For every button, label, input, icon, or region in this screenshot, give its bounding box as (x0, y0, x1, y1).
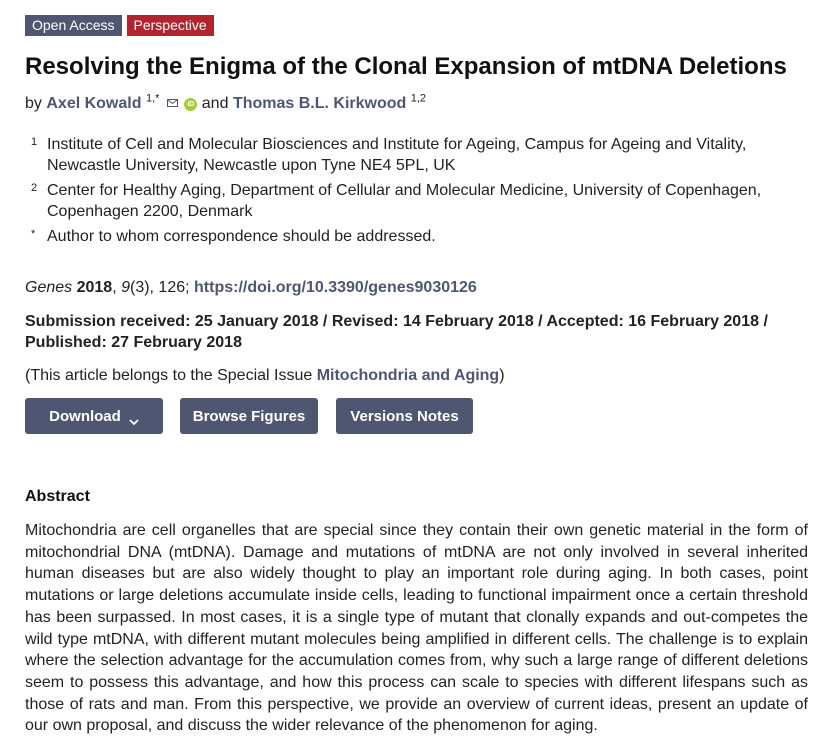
affiliations (25, 134, 795, 251)
author-list (25, 93, 426, 114)
affiliation-text: Author to whom correspondence should be addressed. (47, 228, 436, 245)
affiliation-item (25, 134, 795, 176)
versions-notes-button[interactable]: Versions Notes (336, 398, 473, 434)
journal-name: Genes (25, 279, 73, 296)
article-title: Resolving the Enigma of the Clonal Expansion of mtDNA Deletions (25, 53, 787, 80)
doi-link[interactable]: https://doi.org/10.3390/genes9030126 (194, 279, 477, 296)
special-issue-suffix: ) (499, 367, 505, 384)
and-label: and (201, 95, 229, 112)
special-issue-prefix: (This article belongs to the Special Issue (25, 367, 317, 384)
special-issue-link[interactable]: Mitochondria and Aging (316, 367, 500, 384)
by-label: by (25, 95, 42, 112)
affiliation-mark: 2 (31, 182, 38, 194)
mail-icon[interactable] (167, 93, 178, 101)
citation-line: Genes 2018, 9(3), 126; https://doi.org/10.3390/genes9030126 (25, 279, 477, 296)
affiliation-text: Institute of Cell and Molecular Biosciences and Institute for Ageing, Campus for Ageing and Vitality, Newcastle University, Newcastle upon Tyne NE4 5PL, UK (47, 136, 747, 174)
article-type-badge: Perspective (127, 15, 214, 36)
affiliation-text: Center for Healthy Aging, Department of Cellular and Molecular Medicine, University of Copenhagen, Copenhagen 2200, Denmark (47, 182, 762, 220)
abstract-heading: Abstract (25, 488, 90, 505)
affiliation-item (25, 226, 795, 247)
orcid-icon[interactable]: iD (184, 98, 197, 111)
chevron-down-icon (129, 413, 139, 420)
special-issue-note (25, 366, 505, 386)
open-access-badge[interactable]: Open Access (25, 15, 122, 36)
author-thomas-kirkwood[interactable]: Thomas B.L. Kirkwood (232, 95, 407, 112)
author-affiliation-sup: 1,* (145, 92, 160, 105)
download-button[interactable] (25, 398, 163, 434)
affiliation-mark: 1 (31, 136, 38, 148)
citation-year: 2018 (76, 279, 113, 296)
abstract-text: Mitochondria are cell organelles that are special since they contain their own genetic material in the form of mitochondrial DNA (mtDNA). Damage and mutations of mtDNA are not only involved in several inherited human diseases but are also widely thought to play an important role during aging. In both cases, point mutations or large deletions accumulate inside cells, leading to functional impairment once a certain threshold has been surpassed. In most cases, it is a single type of mutant that clonally expands and out-competes the wild type mtDNA, with different mutant molecules being amplified in different cells. The challenge is to explain where the selection advantage for the accumulation comes from, why such a large range of different deletions seem to possess this advantage, and how this process can scale to species with different lifespans such as those of rats and man. From this perspective, we provide an overview of current ideas, present an update of our own proposal, and discuss the wider relevance of the phenomenon for aging. (25, 522, 808, 735)
affiliation-item (25, 180, 795, 222)
browse-figures-button[interactable]: Browse Figures (180, 398, 318, 434)
citation-volume: 9 (121, 279, 130, 296)
author-affiliation-sup: 1,2 (410, 92, 427, 105)
download-button-label: Download (49, 407, 121, 425)
affiliation-mark: * (31, 228, 36, 240)
author-axel-kowald[interactable]: Axel Kowald (46, 95, 142, 112)
citation-issue-pages: (3), 126; (129, 279, 195, 296)
publication-dates: Submission received: 25 January 2018 / Revised: 14 February 2018 / Accepted: 16 February 2018 / Published: 27 February 2018 (25, 313, 768, 351)
article-badges (25, 15, 214, 36)
